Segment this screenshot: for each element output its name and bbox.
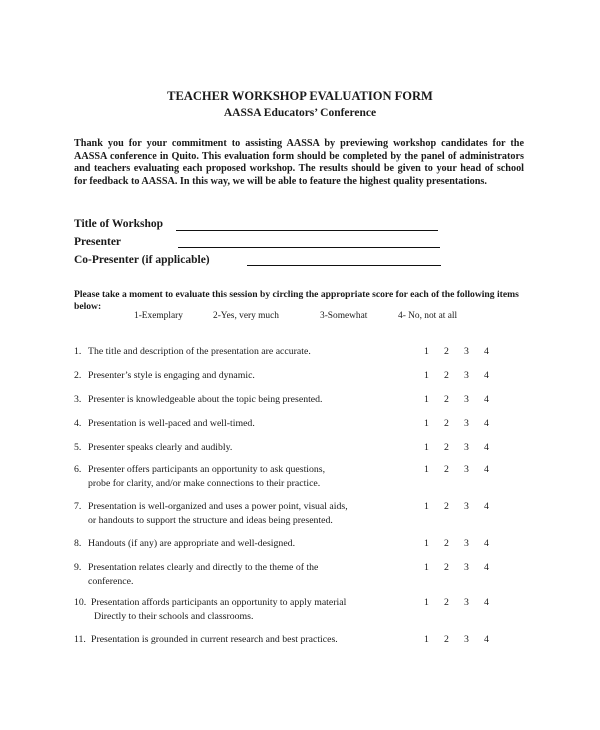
score-option-2[interactable]: 2 bbox=[444, 634, 449, 645]
scale-3: 3-Somewhat bbox=[320, 311, 368, 321]
item-number: 4. bbox=[74, 418, 82, 429]
item-text: Presenter offers participants an opportunity to ask questions, bbox=[88, 464, 326, 475]
item-number: 2. bbox=[74, 370, 82, 381]
item-number: 1. bbox=[74, 346, 82, 357]
score-option-3[interactable]: 3 bbox=[464, 562, 469, 573]
item-text: Presenter’s style is engaging and dynamic. bbox=[88, 370, 255, 381]
score-option-3[interactable]: 3 bbox=[464, 442, 469, 453]
score-option-1[interactable]: 1 bbox=[424, 442, 429, 453]
score-option-2[interactable]: 2 bbox=[444, 346, 449, 357]
item-text: Presentation is well-paced and well-timed. bbox=[88, 418, 255, 429]
score-option-1[interactable]: 1 bbox=[424, 634, 429, 645]
score-option-2[interactable]: 2 bbox=[444, 370, 449, 381]
item-text: Presentation is well-organized and uses a power point, visual aids, bbox=[88, 501, 348, 512]
item-number: 6. bbox=[74, 464, 82, 475]
item-text: or handouts to support the structure and ideas being presented. bbox=[88, 514, 333, 526]
score-option-2[interactable]: 2 bbox=[444, 418, 449, 429]
score-option-4[interactable]: 4 bbox=[484, 394, 489, 405]
score-option-2[interactable]: 2 bbox=[444, 501, 449, 512]
item-number: 9. bbox=[74, 562, 82, 573]
score-option-1[interactable]: 1 bbox=[424, 394, 429, 405]
score-option-4[interactable]: 4 bbox=[484, 418, 489, 429]
score-option-2[interactable]: 2 bbox=[444, 464, 449, 475]
score-option-2[interactable]: 2 bbox=[444, 442, 449, 453]
score-option-1[interactable]: 1 bbox=[424, 597, 429, 608]
intro-paragraph: Thank you for your commitment to assisting AASSA by previewing workshop candidates for the AASSA conference in Quito. This evaluation form should be completed by the panel of administrators and teachers evaluating each proposed workshop. The results should be given to your head of school for feedback to AASSA. In this way, we will be able to feature the highest quality presentations. bbox=[74, 138, 524, 187]
score-option-3[interactable]: 3 bbox=[464, 464, 469, 475]
presenter-field[interactable] bbox=[178, 247, 440, 248]
item-text: Presenter is knowledgeable about the topic being presented. bbox=[88, 394, 323, 405]
item-text: Directly to their schools and classrooms. bbox=[94, 610, 254, 622]
score-option-1[interactable]: 1 bbox=[424, 562, 429, 573]
score-option-1[interactable]: 1 bbox=[424, 501, 429, 512]
scale-1: 1-Exemplary bbox=[134, 311, 183, 321]
score-option-4[interactable]: 4 bbox=[484, 501, 489, 512]
co-presenter-field[interactable] bbox=[247, 265, 441, 266]
instructions: Please take a moment to evaluate this session by circling the appropriate score for each of the following items below: bbox=[74, 289, 519, 312]
form-subtitle: AASSA Educators’ Conference bbox=[223, 107, 377, 119]
score-option-2[interactable]: 2 bbox=[444, 597, 449, 608]
scale-4: 4- No, not at all bbox=[398, 311, 458, 321]
score-option-3[interactable]: 3 bbox=[464, 597, 469, 608]
scale-2: 2-Yes, very much bbox=[213, 311, 279, 321]
score-option-4[interactable]: 4 bbox=[484, 634, 489, 645]
item-number: 7. bbox=[74, 501, 82, 512]
score-option-4[interactable]: 4 bbox=[484, 346, 489, 357]
score-option-3[interactable]: 3 bbox=[464, 634, 469, 645]
item-text: probe for clarity, and/or make connections to their practice. bbox=[88, 477, 321, 489]
item-text: The title and description of the presentation are accurate. bbox=[88, 346, 311, 357]
item-text: Presentation relates clearly and directly to the theme of the bbox=[88, 562, 319, 573]
item-text: Presentation affords participants an opportunity to apply material bbox=[91, 597, 347, 608]
score-option-3[interactable]: 3 bbox=[464, 418, 469, 429]
score-option-4[interactable]: 4 bbox=[484, 538, 489, 549]
item-number: 3. bbox=[74, 394, 82, 405]
item-text: Handouts (if any) are appropriate and well-designed. bbox=[88, 538, 296, 549]
score-option-3[interactable]: 3 bbox=[464, 346, 469, 357]
score-option-2[interactable]: 2 bbox=[444, 538, 449, 549]
score-option-4[interactable]: 4 bbox=[484, 442, 489, 453]
workshop-title-label: Title of Workshop bbox=[74, 218, 164, 230]
score-option-3[interactable]: 3 bbox=[464, 394, 469, 405]
score-option-1[interactable]: 1 bbox=[424, 346, 429, 357]
form-title: TEACHER WORKSHOP EVALUATION FORM bbox=[167, 89, 433, 103]
item-number: 8. bbox=[74, 538, 82, 549]
score-option-3[interactable]: 3 bbox=[464, 370, 469, 381]
score-option-2[interactable]: 2 bbox=[444, 394, 449, 405]
workshop-title-field[interactable] bbox=[176, 230, 438, 231]
score-option-4[interactable]: 4 bbox=[484, 464, 489, 475]
score-option-3[interactable]: 3 bbox=[464, 538, 469, 549]
co-presenter-label: Co-Presenter (if applicable) bbox=[74, 254, 210, 266]
item-number: 5. bbox=[74, 442, 82, 453]
score-option-3[interactable]: 3 bbox=[464, 501, 469, 512]
score-option-1[interactable]: 1 bbox=[424, 538, 429, 549]
item-text: Presentation is grounded in current research and best practices. bbox=[91, 634, 338, 645]
score-option-1[interactable]: 1 bbox=[424, 370, 429, 381]
score-option-4[interactable]: 4 bbox=[484, 562, 489, 573]
item-number: 11. bbox=[74, 634, 86, 645]
item-text: conference. bbox=[88, 575, 134, 587]
item-number: 10. bbox=[74, 597, 87, 608]
score-option-4[interactable]: 4 bbox=[484, 597, 489, 608]
item-text: Presenter speaks clearly and audibly. bbox=[88, 442, 233, 453]
score-option-1[interactable]: 1 bbox=[424, 418, 429, 429]
score-option-2[interactable]: 2 bbox=[444, 562, 449, 573]
presenter-label: Presenter bbox=[74, 236, 122, 248]
score-option-1[interactable]: 1 bbox=[424, 464, 429, 475]
score-option-4[interactable]: 4 bbox=[484, 370, 489, 381]
